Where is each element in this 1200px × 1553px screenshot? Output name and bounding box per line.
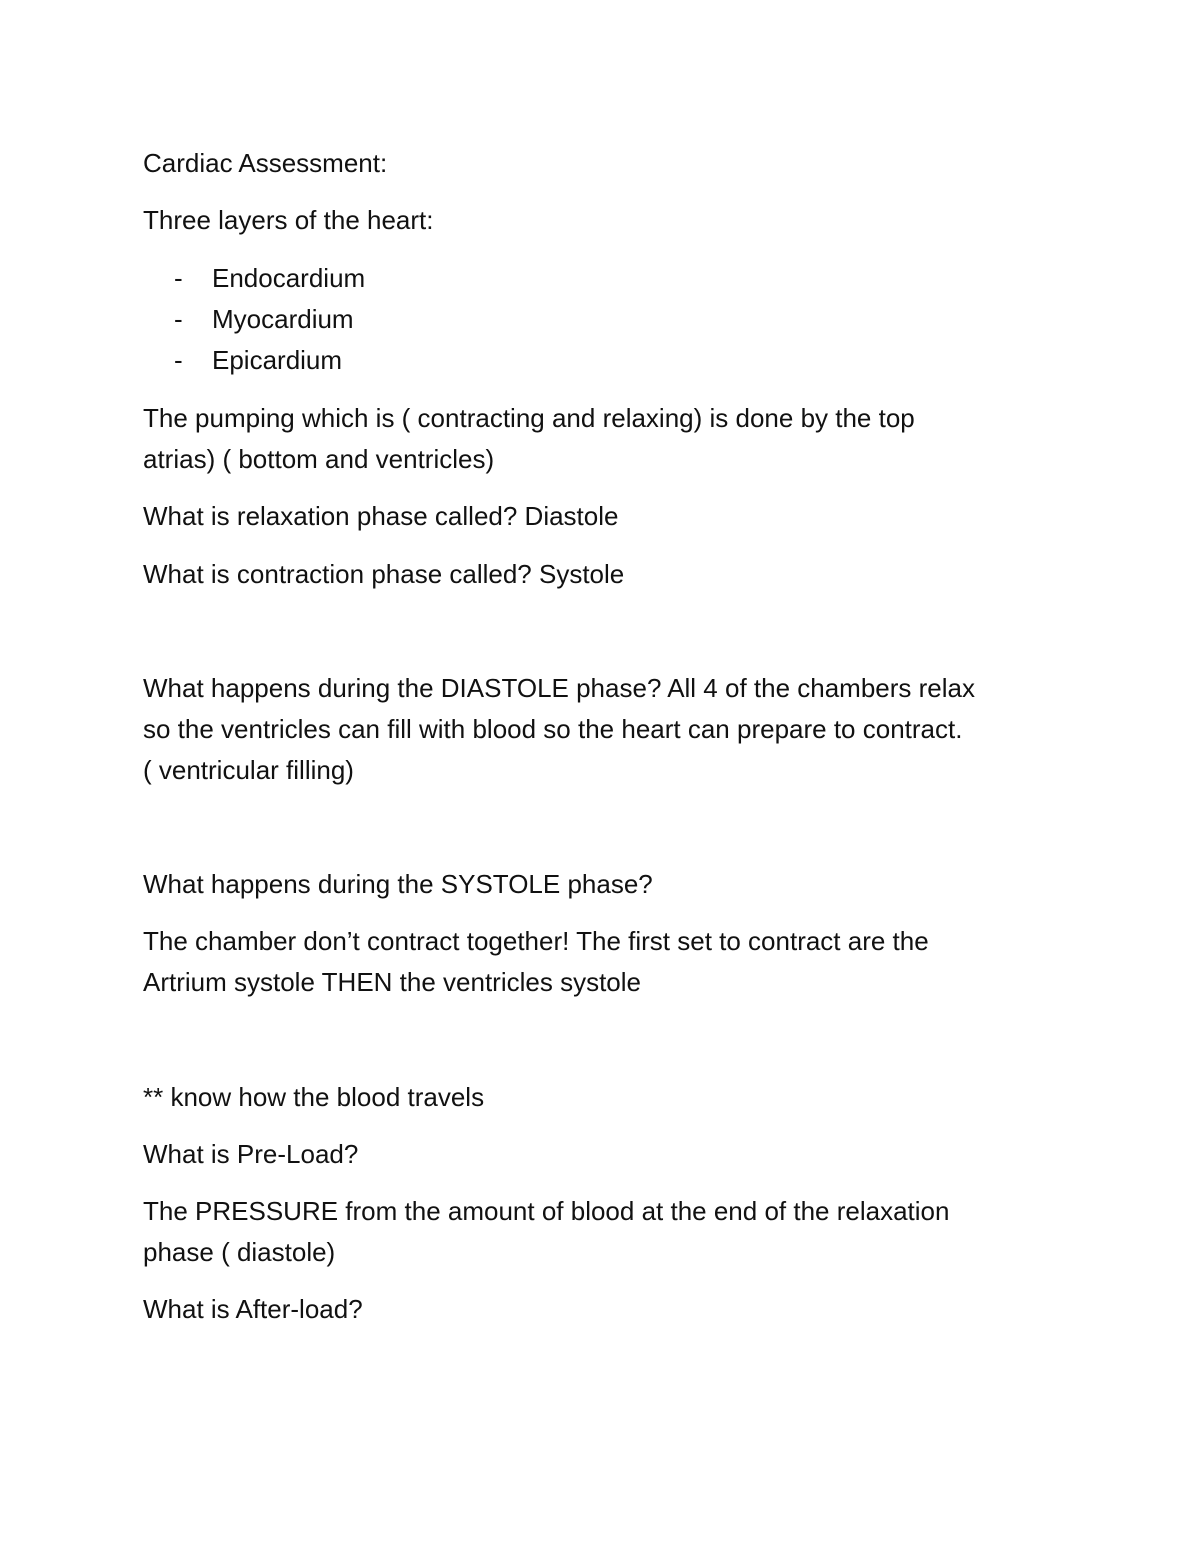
question-line: What is Pre-Load?	[143, 1139, 359, 1169]
paragraph-line: atrias) ( bottom and ventricles)	[143, 444, 495, 474]
dash-bullet: -	[174, 345, 183, 375]
document-title: Cardiac Assessment:	[143, 148, 388, 178]
list-item-label: Endocardium	[212, 263, 366, 293]
paragraph-line: phase ( diastole)	[143, 1237, 336, 1267]
list-item	[174, 345, 342, 375]
list-item	[174, 263, 365, 293]
paragraph-line: The chamber don’t contract together! The first set to contract are the	[143, 926, 929, 956]
paragraph-line: The PRESSURE from the amount of blood at the end of the relaxation	[143, 1196, 950, 1226]
paragraph-line: Artrium systole THEN the ventricles systole	[143, 967, 641, 997]
paragraph-line: ( ventricular filling)	[143, 755, 354, 785]
layers-heading: Three layers of the heart:	[143, 205, 434, 235]
question-line: What is relaxation phase called? Diastole	[143, 501, 619, 531]
dash-bullet: -	[174, 304, 183, 334]
question-line: What is contraction phase called? Systole	[143, 559, 625, 589]
question-line: What is After-load?	[143, 1294, 363, 1324]
list-item	[174, 304, 354, 334]
dash-bullet: -	[174, 263, 183, 293]
list-item-label: Epicardium	[212, 345, 343, 375]
question-line: What happens during the SYSTOLE phase?	[143, 869, 653, 899]
paragraph-line: The pumping which is ( contracting and relaxing) is done by the top	[143, 403, 915, 433]
list-item-label: Myocardium	[212, 304, 354, 334]
note-line: ** know how the blood travels	[143, 1082, 485, 1112]
paragraph-line: What happens during the DIASTOLE phase? All 4 of the chambers relax	[143, 673, 975, 703]
paragraph-line: so the ventricles can fill with blood so the heart can prepare to contract.	[143, 714, 963, 744]
